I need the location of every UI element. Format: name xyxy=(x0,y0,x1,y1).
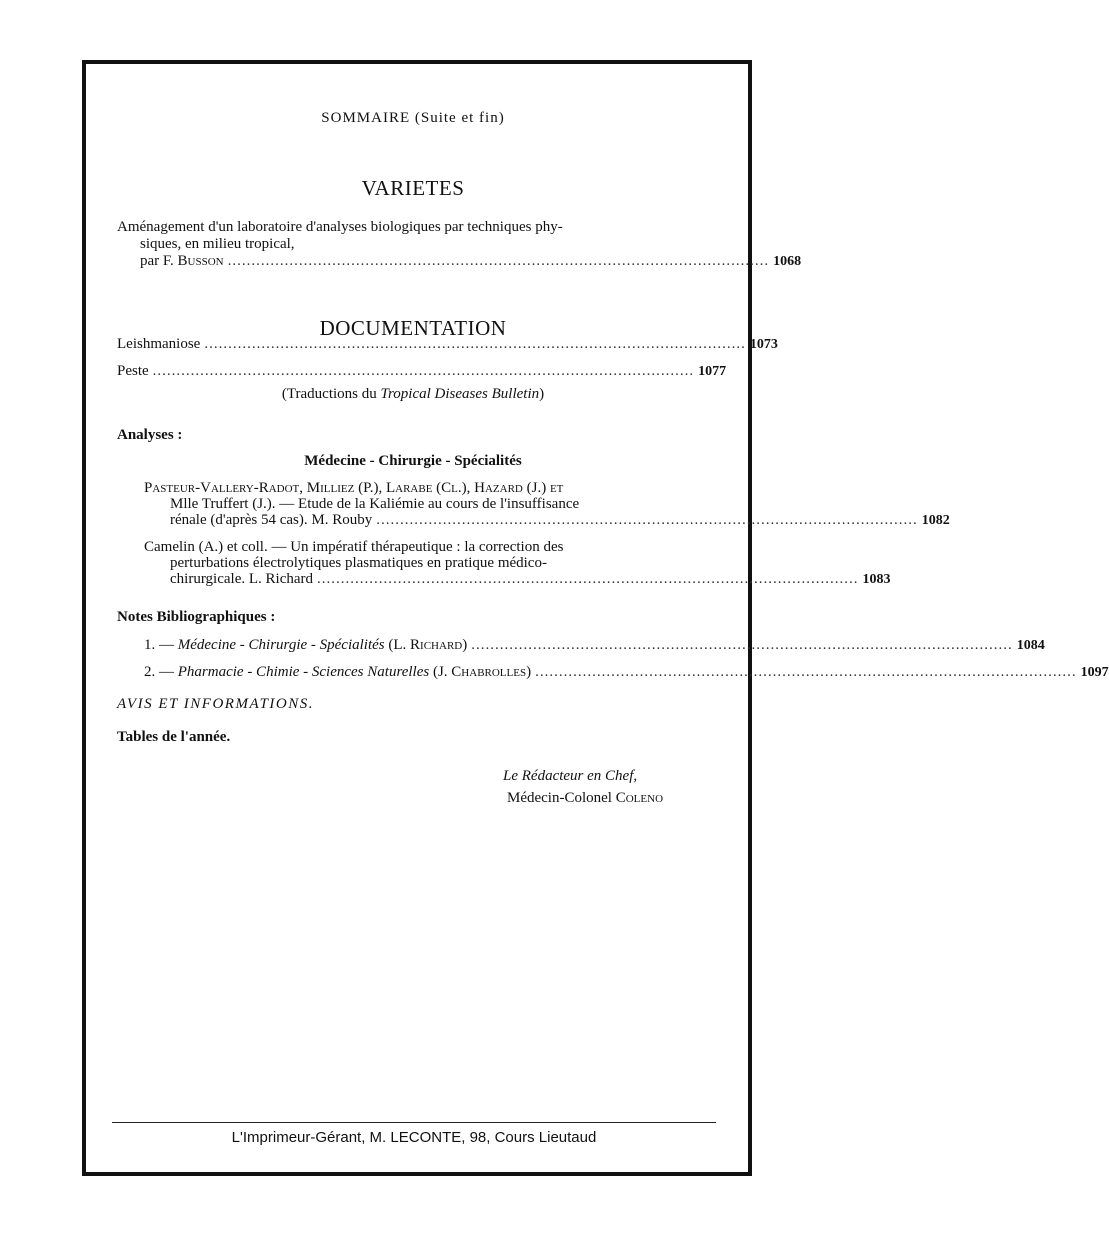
notes-item-page: 1097 xyxy=(1080,665,1109,680)
analyses-entry2-line1: Camelin (A.) et coll. — Un impératif thérapeutique : la correction des xyxy=(144,539,564,555)
varietes-author-prefix: par F. xyxy=(140,253,174,269)
analyses-entry2-page: 1083 xyxy=(862,572,891,587)
notes-item-page: 1084 xyxy=(1016,638,1045,653)
analyses-entry2-line2: perturbations électrolytiques plasmatiques en pratique médico- xyxy=(170,555,547,571)
dot-leader: .................................................................................................................. xyxy=(535,664,1077,680)
varietes-entry-line1: Aménagement d'un laboratoire d'analyses biologiques par techniques phy- xyxy=(117,219,563,235)
translation-note xyxy=(82,386,744,403)
doc-item-page: 1073 xyxy=(749,337,778,352)
sommaire-heading: SOMMAIRE (Suite et fin) xyxy=(321,110,505,126)
signature-name-line xyxy=(507,790,663,807)
varietes-page: 1068 xyxy=(773,254,802,269)
dot-leader: .................................................................................................................. xyxy=(376,512,918,528)
notes-item-num: 2. — xyxy=(144,664,174,680)
signature-title: Le Rédacteur en Chef, xyxy=(503,768,638,784)
doc-item-page: 1077 xyxy=(698,364,727,379)
analyses-entry1-line1: Pasteur-Vallery-Radot, Milliez (P.), Larabe (Cl.), Hazard (J.) et xyxy=(144,480,564,496)
signature-name: Coleno xyxy=(615,790,664,806)
analyses-entry2-tail: chirurgicale. L. Richard xyxy=(170,571,313,587)
avis-informations: AVIS ET INFORMATIONS. xyxy=(117,696,314,712)
notes-item-title: Pharmacie - Chimie - Sciences Naturelles xyxy=(177,664,430,680)
dot-leader: .................................................................................................................. xyxy=(152,363,695,379)
documentation-item-peste xyxy=(117,363,727,381)
notes-item-2 xyxy=(144,664,1109,682)
analyses-entry2-line3 xyxy=(170,571,891,589)
analyses-entry1-tail: rénale (d'après 54 cas). M. Rouby xyxy=(170,512,373,528)
doc-item-label: Peste xyxy=(117,363,149,379)
doc-item-label: Leishmaniose xyxy=(117,336,201,352)
translation-source: Tropical Diseases Bulletin xyxy=(380,386,540,402)
analyses-subtitle: Médecine - Chirurgie - Spécialités xyxy=(304,453,522,469)
notes-item-title: Médecine - Chirurgie - Spécialités xyxy=(177,637,385,653)
tables-annee: Tables de l'année. xyxy=(117,729,231,745)
varietes-title: VARIETES xyxy=(361,176,465,200)
dot-leader: .................................................................................................................. xyxy=(317,571,859,587)
documentation-item-leishmaniose xyxy=(117,336,778,354)
translation-post: ) xyxy=(539,386,545,402)
notes-item-num: 1. — xyxy=(144,637,174,653)
signature-rank: Médecin-Colonel xyxy=(507,790,612,806)
varietes-entry-line2: siques, en milieu tropical, xyxy=(140,236,295,252)
dot-leader: .................................................................................................................. xyxy=(471,637,1013,653)
footer-divider xyxy=(112,1122,716,1123)
analyses-label: Analyses : xyxy=(117,427,183,443)
analyses-entry1-line3 xyxy=(170,512,950,530)
analyses-entry1-line2: Mlle Truffert (J.). — Etude de la Kaliémie au cours de l'insuffisance xyxy=(170,496,580,512)
varietes-author: Busson xyxy=(177,253,224,269)
notes-item-1 xyxy=(144,637,1045,655)
dot-leader: .................................................................................................................. xyxy=(204,336,746,352)
notes-item-author: (J. Chabrolles) xyxy=(432,664,532,680)
translation-pre: (Traductions du xyxy=(281,386,381,402)
footer-imprint: L'Imprimeur-Gérant, M. LECONTE, 98, Cours Lieutaud xyxy=(231,1129,597,1146)
analyses-entry1-page: 1082 xyxy=(921,513,950,528)
documentation-title: DOCUMENTATION xyxy=(319,316,507,340)
notes-item-author: (L. Richard) xyxy=(388,637,468,653)
notes-label: Notes Bibliographiques : xyxy=(117,609,276,625)
varietes-entry-line3 xyxy=(140,253,802,271)
dot-leader: .................................................................................................................. xyxy=(227,253,770,269)
